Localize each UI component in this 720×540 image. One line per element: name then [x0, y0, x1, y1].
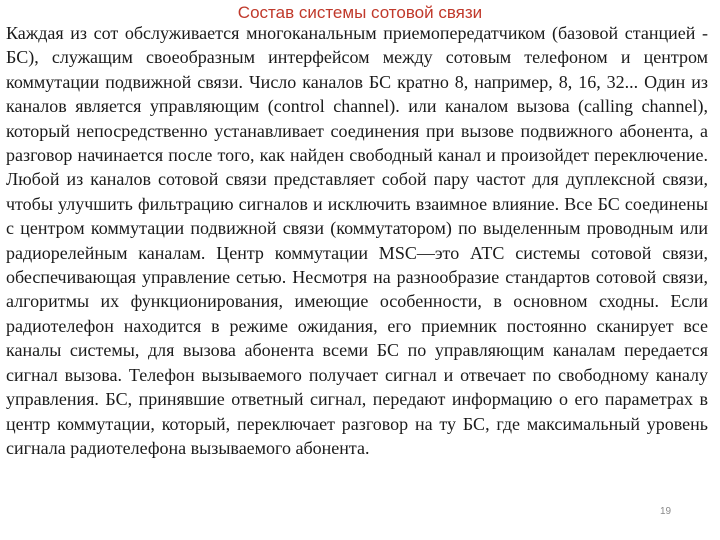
slide-title: Состав системы сотовой связи — [237, 3, 483, 22]
slide-body-text: Каждая из сот обслуживается многоканальным приемопередатчиком (базовой станцией - БС), служащим своеобразным интерфейсом между сотовым телефоном и центром коммутации подвижной связи. Число каналов БС кратно 8, например, 8, 16, 32... Один из каналов является управляющим (control channel). или каналом вызова (calling channel), который непосредственно устанавливает соединения при вызове подвижного абонента, а разговор начинается после того, как найден свободный канал и произойдет переключение. Любой из каналов сотовой связи представляет собой пару частот для дуплексной связи, чтобы улучшить фильтрацию сигналов и исключить взаимное влияние. Все БС соединены с центром коммутации подвижной связи (коммутатором) по выделенным проводным или радиорелейным каналам. Центр коммутации MSC—это АТС системы сотовой связи, обеспечивающая управление сетью. Несмотря на разнообразие стандартов сотовой связи, алгоритмы их функционирования, имеющие особенности, в основном сходны. Если радиотелефон находится в режиме ожидания, его приемник постоянно сканирует все каналы системы, для вызова абонента всеми БС по управляющим каналам передается сигнал вызова. Телефон вызываемого получает сигнал и отвечает по свободному каналу управления. БС, принявшие ответный сигнал, передают информацию о его параметрах в центр коммутации, который, переключает разговор на ту БС, где максимальный уровень сигнала радиотелефона вызываемого абонента. — [6, 23, 708, 458]
page-number: 19 — [660, 506, 672, 517]
